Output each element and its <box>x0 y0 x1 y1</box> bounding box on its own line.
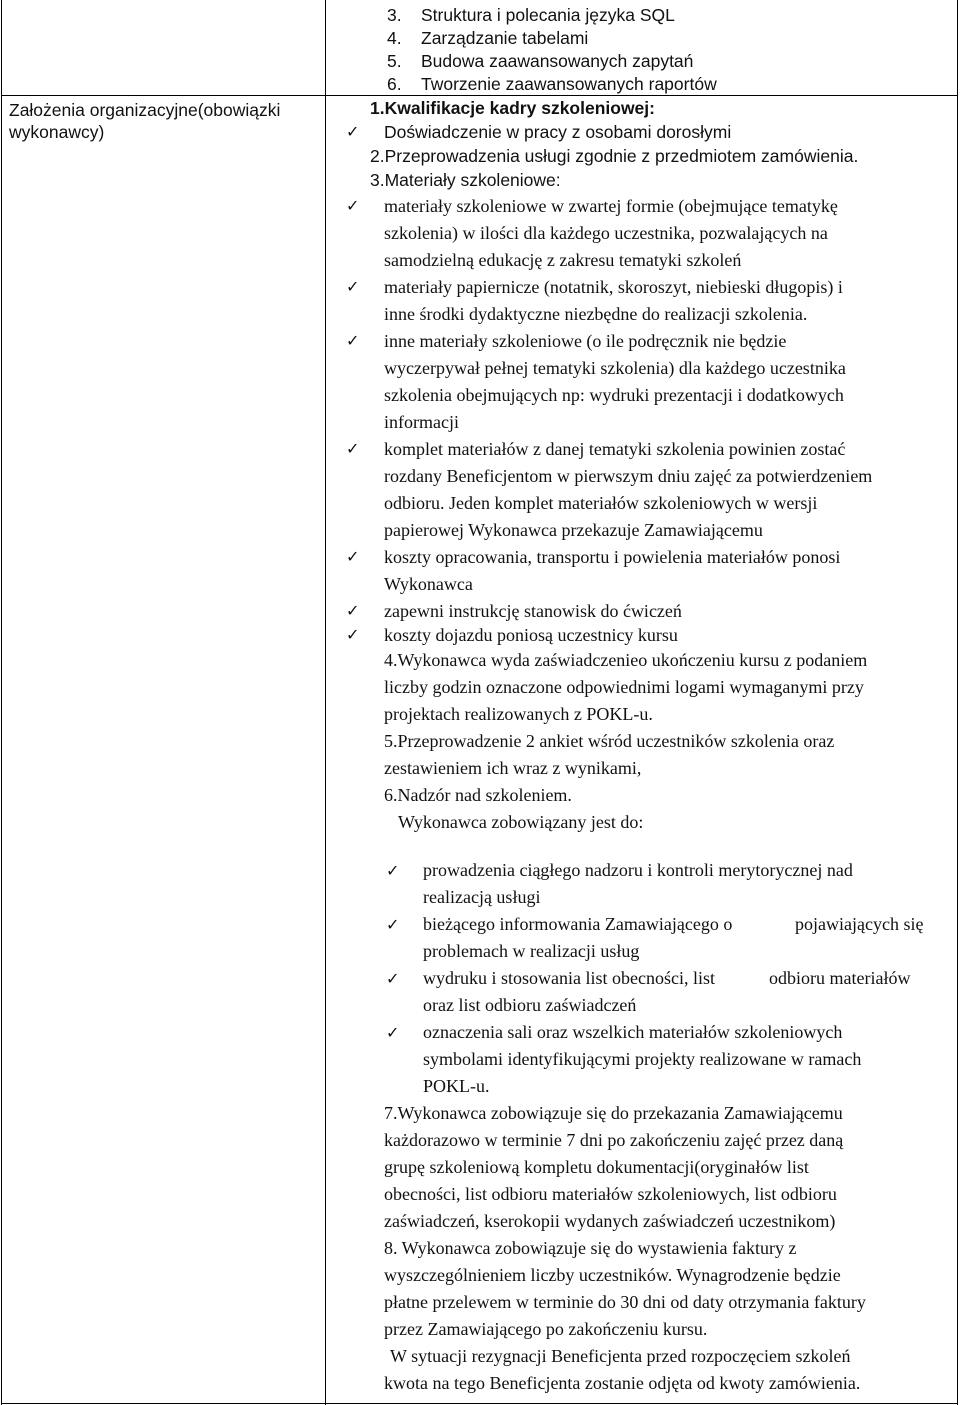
section-8-line: wyszczególnieniem liczby uczestników. Wynagrodzenie będzie <box>384 1265 841 1285</box>
obligation-line: prowadzenia ciągłego nadzoru i kontroli merytorycznej nad <box>423 860 853 880</box>
obligation-line: bieżącego informowania Zamawiającego o <box>423 914 733 934</box>
section-3-heading: 3.Materiały szkoleniowe: <box>370 170 561 190</box>
section-7-line: obecności, list odbioru materiałów szkoleniowych, list odbioru <box>384 1184 837 1204</box>
bullet-line: koszty opracowania, transportu i powielenia materiałów ponosi <box>384 547 841 567</box>
list-number: 6. <box>387 74 402 94</box>
list-item: Zarządzanie tabelami <box>421 28 589 48</box>
bullet-line: zapewni instrukcję stanowisk do ćwiczeń <box>384 601 682 621</box>
bullet-line: szkolenia obejmujących np: wydruki prezentacji i dodatkowych <box>384 385 844 405</box>
obligation-line: wydruku i stosowania list obecności, list <box>423 968 715 988</box>
obligation-line: realizacją usługi <box>423 887 541 907</box>
bullet-line: materiały szkoleniowe w zwartej formie (obejmujące tematykę <box>384 196 838 216</box>
section-4-line: 4.Wykonawca wyda zaświadczenieo ukończeniu kursu z podaniem <box>384 650 868 670</box>
bullet-line: odbioru. Jeden komplet materiałów szkoleniowych w wersji <box>384 493 818 513</box>
table-right-border <box>957 0 958 1405</box>
bullet-line: szkolenia) w ilości dla każdego uczestnika, pozwalających na <box>384 223 828 243</box>
section-4-line: projektach realizowanych z POKL-u. <box>384 704 653 724</box>
left-cell-line-2: wykonawcy) <box>9 122 105 142</box>
checkmark-icon: ✓ <box>346 331 360 350</box>
section-6: 6.Nadzór nad szkoleniem. <box>384 785 572 805</box>
section-5-line: zestawieniem ich wraz z wynikami, <box>384 758 642 778</box>
list-item: Struktura i polecania języka SQL <box>421 5 675 25</box>
section-7-line: każdorazowo w terminie 7 dni po zakończeniu zajęć przez daną <box>384 1130 844 1150</box>
bullet-line: komplet materiałów z danej tematyki szkolenia powinien zostać <box>384 439 846 459</box>
obligation-intro: Wykonawca zobowiązany jest do: <box>398 812 644 832</box>
list-item: Tworzenie zaawansowanych raportów <box>421 74 717 94</box>
section-1-heading: 1.Kwalifikacje kadry szkoleniowej: <box>370 98 655 118</box>
obligation-line: POKL-u. <box>423 1076 490 1096</box>
checkmark-icon: ✓ <box>346 196 360 215</box>
section-9-line: kwota na tego Beneficjenta zostanie odjęta od kwoty zamówienia. <box>384 1373 861 1393</box>
section-8-line: 8. Wykonawca zobowiązuje się do wystawienia faktury z <box>384 1238 797 1258</box>
checkmark-icon: ✓ <box>386 915 400 934</box>
bullet-line: rozdany Beneficjentom w pierwszym dniu zajęć za potwierdzeniem <box>384 466 873 486</box>
bullet-line: papierowej Wykonawca przekazuje Zamawiającemu <box>384 520 763 540</box>
list-number: 5. <box>387 51 402 71</box>
checkmark-icon: ✓ <box>386 861 400 880</box>
checkmark-icon: ✓ <box>386 969 400 988</box>
section-4-line: liczby godzin oznaczone odpowiednimi logami wymaganymi przy <box>384 677 864 697</box>
bullet-line: Wykonawca <box>384 574 473 594</box>
bullet-line: koszty dojazdu poniosą uczestnicy kursu <box>384 625 678 645</box>
section-8-line: przez Zamawiającego po zakończeniu kursu. <box>384 1319 708 1339</box>
section-8-line: płatne przelewem w terminie do 30 dni od daty otrzymania faktury <box>384 1292 866 1312</box>
checkmark-icon: ✓ <box>346 601 360 620</box>
obligation-line: problemach w realizacji usług <box>423 941 640 961</box>
bullet-line: inne materiały szkoleniowe (o ile podręcznik nie będzie <box>384 331 787 351</box>
section-1-item: Doświadczenie w pracy z osobami dorosłymi <box>384 122 732 142</box>
obligation-line: oraz list odbioru zaświadczeń <box>423 995 637 1015</box>
checkmark-icon: ✓ <box>346 439 360 458</box>
table-bottom-border <box>1 1403 958 1404</box>
table-left-border <box>1 0 2 1405</box>
list-number: 4. <box>387 28 402 48</box>
checkmark-icon: ✓ <box>346 547 360 566</box>
checkmark-icon: ✓ <box>346 277 360 296</box>
left-cell-line-1: Założenia organizacyjne(obowiązki <box>9 100 281 120</box>
bullet-line: informacji <box>384 412 459 432</box>
obligation-line: pojawiających się <box>795 914 924 934</box>
checkmark-icon: ✓ <box>386 1023 400 1042</box>
table-row-divider <box>1 95 958 96</box>
section-7-line: grupę szkoleniową kompletu dokumentacji(oryginałów list <box>384 1157 809 1177</box>
obligation-line: odbioru materiałów <box>769 968 911 988</box>
section-5-line: 5.Przeprowadzenie 2 ankiet wśród uczestników szkolenia oraz <box>384 731 835 751</box>
checkmark-icon: ✓ <box>346 122 360 141</box>
section-7-line: 7.Wykonawca zobowiązuje się do przekazania Zamawiającemu <box>384 1103 843 1123</box>
list-item: Budowa zaawansowanych zapytań <box>421 51 694 71</box>
obligation-line: oznaczenia sali oraz wszelkich materiałów szkoleniowych <box>423 1022 843 1042</box>
bullet-line: materiały papiernicze (notatnik, skoroszyt, niebieski długopis) i <box>384 277 843 297</box>
list-number: 3. <box>387 5 402 25</box>
table-column-divider <box>325 0 326 1405</box>
obligation-line: symbolami identyfikującymi projekty realizowane w ramach <box>423 1049 862 1069</box>
section-2: 2.Przeprowadzenia usługi zgodnie z przedmiotem zamówienia. <box>370 146 859 166</box>
bullet-line: wyczerpywał pełnej tematyki szkolenia) dla każdego uczestnika <box>384 358 846 378</box>
section-7-line: zaświadczeń, kserokopii wydanych zaświadczeń uczestnikom) <box>384 1211 836 1231</box>
section-9-line: W sytuacji rezygnacji Beneficjenta przed rozpoczęciem szkoleń <box>390 1346 851 1366</box>
bullet-line: samodzielną edukację z zakresu tematyki szkoleń <box>384 250 742 270</box>
bullet-line: inne środki dydaktyczne niezbędne do realizacji szkolenia. <box>384 304 808 324</box>
checkmark-icon: ✓ <box>346 625 360 644</box>
